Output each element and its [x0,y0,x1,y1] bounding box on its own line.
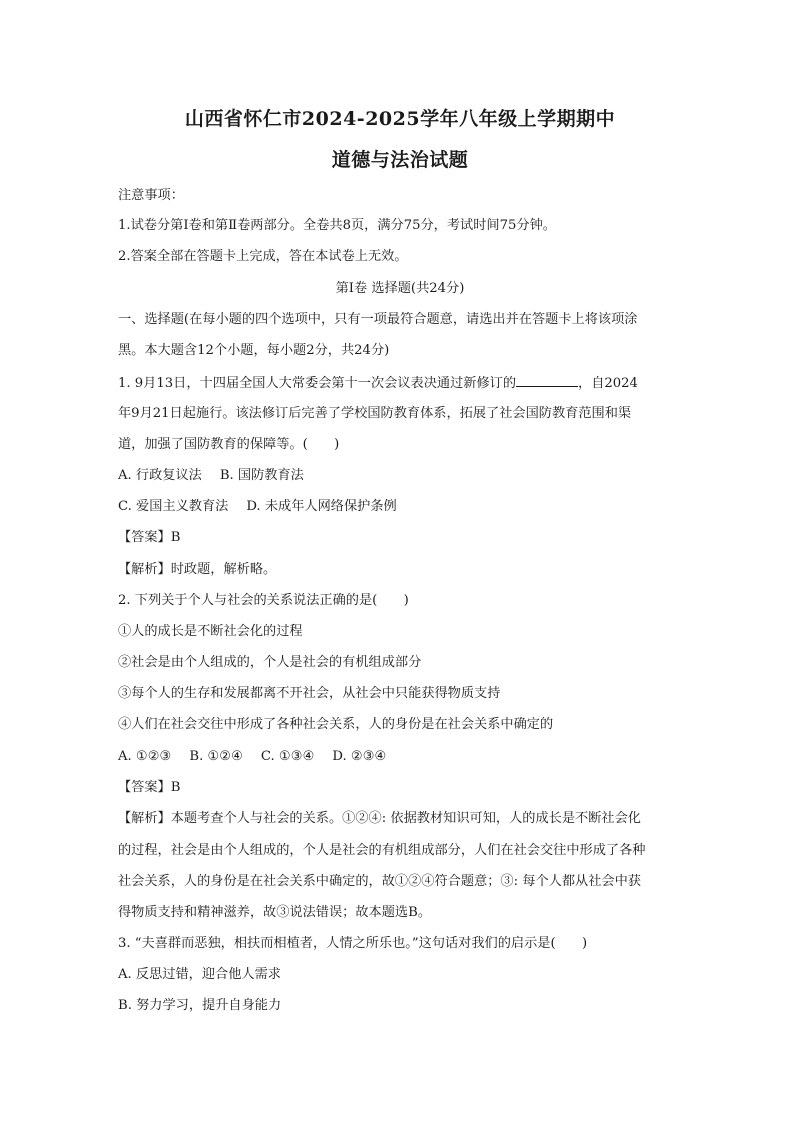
q2-statement-1: ①人的成长是不断社会化的过程 [118,624,303,639]
q3-option-a: A. 反思过错，迎合他人需求 [118,967,281,982]
q2-statement-3: ③每个人的生存和发展都离不开社会，从社会中只能获得物质支持 [118,686,501,701]
section-instruction-2: 黑。本大题含12个小题，每小题2分，共24分) [118,343,390,358]
notice-heading: 注意事项： [118,188,184,203]
q2-option-a: A. ①②③ [118,749,172,764]
q2-statement-4: ④人们在社会交往中形成了各种社会关系，人的身份是在社会关系中确定的 [118,717,554,732]
q2-answer: 【答案】B [118,780,181,795]
q2-option-d: D. ②③④ [332,749,387,764]
q1-stem-line-3: 道，加强了国防教育的保障等。( ) [118,437,340,452]
exam-title: 山西省怀仁市2024-2025学年八年级上学期期中 [184,108,616,130]
notice-item-1: 1.试卷分第Ⅰ卷和第Ⅱ卷两部分。全卷共8页，满分75分，考试时间75分钟。 [118,218,556,233]
notice-item-2: 2.答案全部在答题卡上完成，答在本试卷上无效。 [118,249,408,264]
q1-options-row-2 [118,498,682,516]
q1-option-d: D. 未成年人网络保护条例 [246,499,397,514]
q2-analysis-line-2: 的过程，社会是由个人组成的，个人是社会的有机组成部分，人们在社会交往中形成了各种 [118,843,646,858]
q1-options-row-1 [118,467,682,485]
q3-stem: 3. “夫喜群而恶独，相扶而相植者，人情之所乐也。”这句话对我们的启示是( ) [118,936,588,951]
q2-analysis-line-1: 【解析】本题考查个人与社会的关系。①②④: 依据教材知识可知，人的成长是不断社会化 [118,811,641,826]
section-heading: 第Ⅰ卷 选择题(共24分) [335,281,465,296]
q1-stem-line-2: 年9月21日起施行。该法修订后完善了学校国防教育体系，拓展了社会国防教育范围和渠 [118,406,632,421]
q1-option-b: B. 国防教育法 [219,468,304,483]
q2-stem: 2. 下列关于个人与社会的关系说法正确的是( ) [118,593,409,608]
q2-analysis-line-4: 得物质支持和精神滋养，故③说法错误；故本题选B。 [118,905,432,920]
q1-analysis: 【解析】时政题，解析略。 [118,562,277,577]
q2-statement-2: ②社会是由个人组成的，个人是社会的有机组成部分 [118,655,422,670]
q1-stem-post: ，自2024 [578,376,638,391]
section-instruction-1: 一、选择题(在每小题的四个选项中，只有一项最符合题意，请选出并在答题卡上将该项涂 [118,312,638,327]
exam-subtitle: 道德与法治试题 [331,149,469,171]
q2-options [118,748,682,766]
q2-option-c: C. ①③④ [260,749,315,764]
fill-blank [516,373,578,387]
q1-answer: 【答案】B [118,530,181,545]
q3-option-b: B. 努力学习，提升自身能力 [118,998,282,1013]
q1-stem-pre: 1. 9月13日，十四届全国人大常委会第十一次会议表决通过新修订的 [118,376,517,391]
q2-analysis-line-3: 社会关系，人的身份是在社会关系中确定的，故①②④符合题意；③: 每个人都从社会中获 [118,874,641,889]
q1-option-a: A. 行政复议法 [118,468,202,483]
q1-option-c: C. 爱国主义教育法 [118,499,229,514]
q2-option-b: B. ①②④ [189,749,243,764]
q1-stem-line-1 [118,373,682,393]
